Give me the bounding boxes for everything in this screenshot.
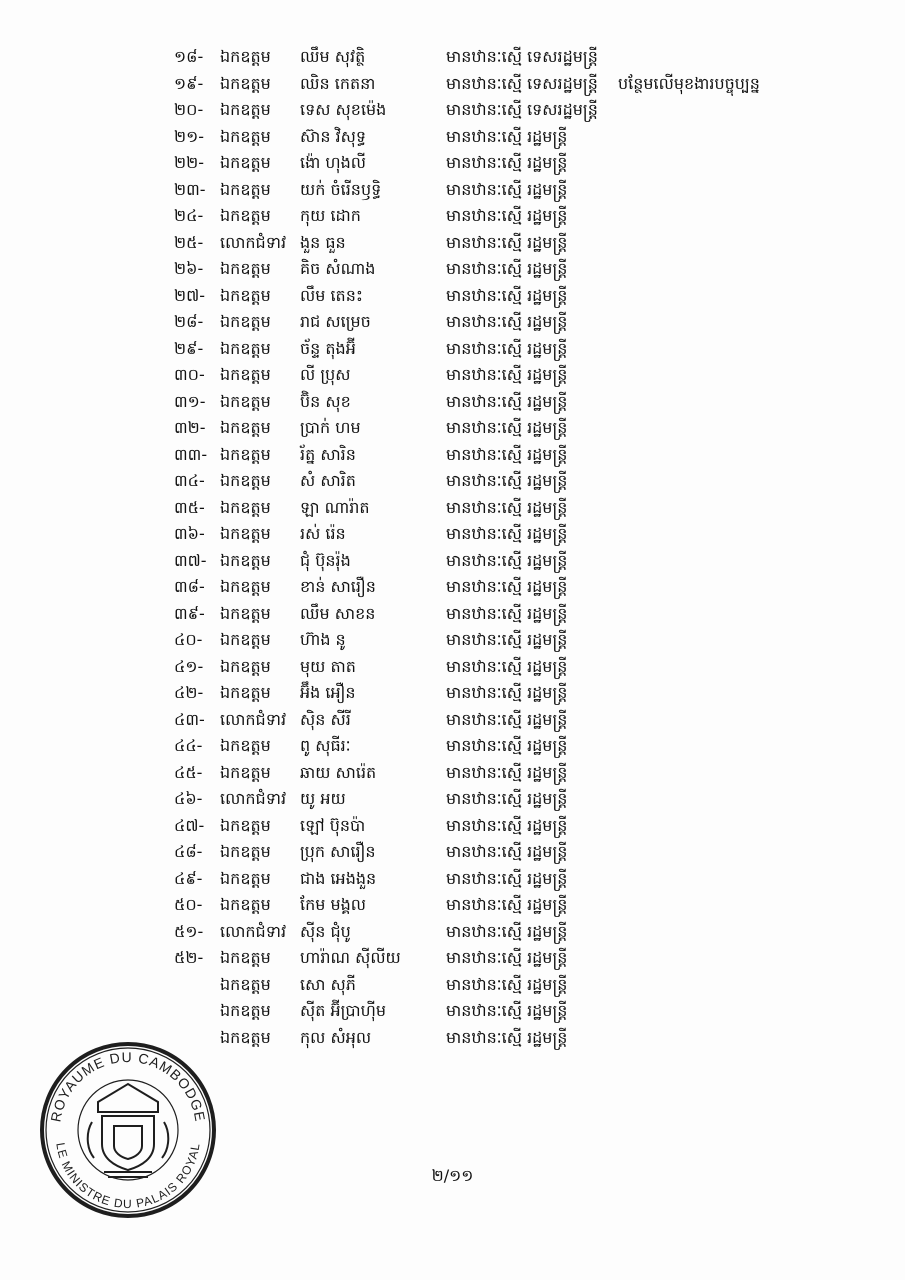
remark-note: បន្ថែមលើមុខងារបច្ចុប្បន្ន — [618, 73, 760, 93]
entry-number: ២០- — [174, 100, 204, 119]
rank-position: មានឋានៈស្មើ ទេសរដ្ឋមន្ត្រី — [446, 73, 598, 93]
list-item — [150, 150, 870, 177]
entry-number: ៤៥- — [174, 762, 203, 782]
page-number: ២/១១ — [431, 1166, 474, 1185]
honorific: ឯកឧត្តម — [220, 656, 271, 676]
honorific: ឯកឧត្តម — [220, 285, 271, 305]
rank-position: មានឋានៈស្មើ រដ្ឋមន្ត្រី — [446, 974, 568, 994]
rank-position: មានឋានៈស្មើ រដ្ឋមន្ត្រី — [446, 577, 568, 596]
list-item — [150, 892, 870, 919]
entry-number: ២៩- — [174, 338, 204, 358]
rank-position: មានឋានៈស្មើ រដ្ឋមន្ត្រី — [446, 842, 568, 861]
person-name: ស៊ិន សីរី — [300, 709, 351, 729]
honorific: ឯកឧត្តម — [220, 259, 271, 278]
list-item — [150, 680, 870, 707]
rank-position: មានឋានៈស្មើ រដ្ឋមន្ត្រី — [446, 338, 568, 358]
entry-number: ៥១- — [174, 921, 204, 941]
list-item — [150, 415, 870, 442]
rank-position: មានឋានៈស្មើ រដ្ឋមន្ត្រី — [446, 206, 568, 225]
person-name: រាជ សម្រេច — [300, 312, 371, 331]
honorific: ឯកឧត្តម — [220, 842, 271, 861]
list-item — [150, 44, 870, 71]
list-item — [150, 919, 870, 946]
rank-position: មានឋានៈស្មើ រដ្ឋមន្ត្រី — [446, 948, 568, 967]
person-name: ង៉ោ ហុងលី — [300, 153, 367, 172]
entry-number: ៥២- — [174, 948, 204, 967]
rank-position: មានឋានៈស្មើ រដ្ឋមន្ត្រី — [446, 312, 568, 331]
list-item — [150, 336, 870, 363]
honorific: ឯកឧត្តម — [220, 815, 271, 835]
honorific: ឯកឧត្តម — [220, 100, 271, 119]
rank-position: មានឋានៈស្មើ រដ្ឋមន្ត្រី — [446, 895, 568, 914]
honorific: ឯកឧត្តម — [220, 868, 271, 888]
entry-number: ១៩- — [174, 73, 204, 93]
entry-number: ៣៤- — [174, 471, 205, 490]
person-name: កែម មង្គល — [300, 895, 367, 914]
honorific: ឯកឧត្តម — [220, 73, 271, 93]
list-item — [150, 283, 870, 310]
rank-position: មានឋានៈស្មើ រដ្ឋមន្ត្រី — [446, 524, 568, 543]
rank-position: មានឋានៈស្មើ រដ្ឋមន្ត្រី — [446, 391, 568, 411]
person-name: ប្រាក់ ហម — [300, 418, 361, 437]
entry-number: ៣៦- — [174, 524, 205, 543]
rank-position: មានឋានៈស្មើ រដ្ឋមន្ត្រី — [446, 656, 568, 676]
person-name: ឡា ណារ៉ាត — [300, 497, 370, 517]
honorific: លោកជំទាវ — [220, 232, 287, 252]
honorific: ឯកឧត្តម — [220, 444, 271, 464]
rank-position: មានឋានៈស្មើ រដ្ឋមន្ត្រី — [446, 683, 568, 702]
honorific: ឯកឧត្តម — [220, 365, 271, 384]
list-item — [150, 362, 870, 389]
list-item — [150, 389, 870, 416]
person-name: ហារ៉ាណ ស៊ីលីយ — [300, 948, 401, 967]
seal-top-text: ROYAUME DU CAMBODGE — [47, 1048, 209, 1124]
person-name: ឈឹម សុវត្ថិ — [300, 47, 366, 66]
entry-number: ៣០- — [174, 365, 205, 384]
list-item — [150, 866, 870, 893]
rank-position: មានឋានៈស្មើ ទេសរដ្ឋមន្ត្រី — [446, 100, 598, 119]
list-item — [150, 124, 870, 151]
entry-number: ៣២- — [174, 418, 206, 437]
person-name: ងួន ធួន — [300, 232, 346, 252]
person-name: ឈិន កេតនា — [300, 73, 376, 93]
person-name: ស៊ីត អ៊ីប្រាហ៊ីម — [300, 1001, 387, 1020]
honorific: លោកជំទាវ — [220, 921, 287, 941]
honorific: ឯកឧត្តម — [220, 153, 271, 172]
rank-position: មានឋានៈស្មើ រដ្ឋមន្ត្រី — [446, 762, 568, 782]
honorific: ឯកឧត្តម — [220, 418, 271, 437]
honorific: ឯកឧត្តម — [220, 524, 271, 543]
person-name: កុយ ដោក — [300, 206, 361, 225]
person-name: សោ សុភី — [300, 974, 356, 994]
entry-number: ២៨- — [174, 312, 204, 331]
list-item — [150, 256, 870, 283]
entry-number: ៤៧- — [174, 815, 205, 835]
entry-number: ៣៨- — [174, 577, 205, 596]
seal-outer-ring — [42, 1044, 214, 1216]
rank-position: មានឋានៈស្មើ រដ្ឋមន្ត្រី — [446, 789, 568, 808]
person-name: ស៊ីន ជុំបូ — [300, 921, 351, 941]
honorific: ឯកឧត្តម — [220, 974, 271, 994]
honorific: ឯកឧត្តម — [220, 338, 271, 358]
royal-seal-stamp — [38, 1040, 218, 1220]
honorific: ឯកឧត្តម — [220, 1001, 271, 1020]
person-name: ពូ សុធីរៈ — [300, 736, 351, 755]
rank-position: មានឋានៈស្មើ រដ្ឋមន្ត្រី — [446, 471, 568, 490]
person-name: សំ សារិត — [300, 471, 356, 490]
entry-number: ២៦- — [174, 259, 204, 278]
entry-number: ២៤- — [174, 206, 204, 225]
entry-number: ៤៣- — [174, 709, 205, 729]
list-item — [150, 998, 870, 1025]
rank-position: មានឋានៈស្មើ រដ្ឋមន្ត្រី — [446, 418, 568, 437]
honorific: លោកជំទាវ — [220, 789, 287, 808]
entry-number: ៤០- — [174, 630, 203, 649]
honorific: ឯកឧត្តម — [220, 126, 271, 146]
list-item — [150, 495, 870, 522]
entry-number: ២៣- — [174, 179, 206, 199]
rank-position: មានឋានៈស្មើ រដ្ឋមន្ត្រី — [446, 179, 568, 199]
entry-number: ៤៩- — [174, 868, 203, 888]
list-item — [150, 654, 870, 681]
honorific: លោកជំទាវ — [220, 709, 287, 729]
rank-position: មានឋានៈស្មើ រដ្ឋមន្ត្រី — [446, 1001, 568, 1020]
list-item — [150, 945, 870, 972]
list-item — [150, 548, 870, 575]
rank-position: មានឋានៈស្មើ រដ្ឋមន្ត្រី — [446, 153, 568, 172]
honorific: ឯកឧត្តម — [220, 312, 271, 331]
rank-position: មានឋានៈស្មើ រដ្ឋមន្ត្រី — [446, 815, 568, 835]
entry-number: ៣៩- — [174, 603, 205, 623]
honorific: ឯកឧត្តម — [220, 683, 271, 702]
list-item — [150, 468, 870, 495]
person-name: ជាង អេងងួន — [300, 868, 377, 888]
rank-position: មានឋានៈស្មើ រដ្ឋមន្ត្រី — [446, 603, 568, 623]
person-name: កុល សំអុល — [300, 1027, 372, 1047]
rank-position: មានឋានៈស្មើ រដ្ឋមន្ត្រី — [446, 1027, 568, 1047]
list-item — [150, 97, 870, 124]
entry-number: ៤១- — [174, 656, 204, 676]
list-item — [150, 601, 870, 628]
person-name: យូ អយ — [300, 789, 346, 808]
honorific: ឯកឧត្តម — [220, 1027, 271, 1047]
person-name: ឡៅ ប៊ុនប៉ា — [300, 815, 366, 835]
list-item — [150, 230, 870, 257]
honorific: ឯកឧត្តម — [220, 762, 271, 782]
rank-position: មានឋានៈស្មើ ទេសរដ្ឋមន្ត្រី — [446, 47, 598, 66]
list-item — [150, 813, 870, 840]
list-item — [150, 733, 870, 760]
person-name: ច័ន្ទ តុងអ៊ី — [300, 338, 356, 358]
list-item — [150, 177, 870, 204]
person-name: ទេស សុខម៉េង — [300, 100, 387, 119]
person-name: ខាន់ សារឿន — [300, 577, 376, 596]
rank-position: មានឋានៈស្មើ រដ្ឋមន្ត្រី — [446, 630, 568, 649]
rank-position: មានឋានៈស្មើ រដ្ឋមន្ត្រី — [446, 550, 568, 570]
list-item — [150, 203, 870, 230]
seal-bottom-text: LE MINISTRE DU PALAIS ROYAL — [53, 1141, 203, 1212]
list-item — [150, 71, 870, 98]
list-item — [150, 442, 870, 469]
honorific: ឯកឧត្តម — [220, 895, 271, 914]
person-name: រ័ត្ន សារិន — [300, 444, 356, 464]
rank-position: មានឋានៈស្មើ រដ្ឋមន្ត្រី — [446, 736, 568, 755]
royal-arms-icon — [88, 1084, 169, 1177]
seal-emblem-ring — [78, 1080, 178, 1180]
person-name: អ៊ឹង អឿន — [300, 683, 356, 702]
rank-position: មានឋានៈស្មើ រដ្ឋមន្ត្រី — [446, 259, 568, 278]
person-name: ប៊ិន សុខ — [300, 391, 351, 411]
entry-number: ៤៤- — [174, 736, 203, 755]
list-item — [150, 786, 870, 813]
rank-position: មានឋានៈស្មើ រដ្ឋមន្ត្រី — [446, 444, 568, 464]
rank-position: មានឋានៈស្មើ រដ្ឋមន្ត្រី — [446, 285, 568, 305]
honorific: ឯកឧត្តម — [220, 497, 271, 517]
entry-number: ៤៨- — [174, 842, 203, 861]
list-item — [150, 521, 870, 548]
list-item — [150, 972, 870, 999]
honorific: ឯកឧត្តម — [220, 471, 271, 490]
honorific: ឯកឧត្តម — [220, 550, 271, 570]
entry-number: ២៧- — [174, 285, 206, 305]
honorific: ឯកឧត្តម — [220, 391, 271, 411]
entry-number: ២៥- — [174, 232, 204, 252]
entry-number: ៤៦- — [174, 789, 203, 808]
entry-number: ៥០- — [174, 895, 203, 914]
honorific: ឯកឧត្តម — [220, 948, 271, 967]
person-name: ហ៊ាង នូ — [300, 630, 346, 649]
entry-number: ២២- — [174, 153, 204, 172]
honorific: ឯកឧត្តម — [220, 577, 271, 596]
entry-number: ៣៣- — [174, 444, 208, 464]
rank-position: មានឋានៈស្មើ រដ្ឋមន្ត្រី — [446, 497, 568, 517]
list-item — [150, 707, 870, 734]
entry-number: ៣១- — [174, 391, 206, 411]
list-item — [150, 839, 870, 866]
entry-number: ៤២- — [174, 683, 204, 702]
person-name: ប្រុក សារឿន — [300, 842, 376, 861]
rank-position: មានឋានៈស្មើ រដ្ឋមន្ត្រី — [446, 232, 568, 252]
person-name: ស៊ាន វិសុទ្ធ — [300, 126, 367, 146]
entry-number: ៣៥- — [174, 497, 205, 517]
person-name: យក់ ចំរើនឫទ្ធិ — [300, 179, 382, 199]
person-name: គិច សំណាង — [300, 259, 376, 278]
rank-position: មានឋានៈស្មើ រដ្ឋមន្ត្រី — [446, 921, 568, 941]
list-item — [150, 309, 870, 336]
rank-position: មានឋានៈស្មើ រដ្ឋមន្ត្រី — [446, 365, 568, 384]
list-item — [150, 627, 870, 654]
honorific: ឯកឧត្តម — [220, 603, 271, 623]
honorific: ឯកឧត្តម — [220, 47, 271, 66]
person-name: ជុំ ប៊ុនរ៉ុង — [300, 550, 351, 570]
list-item — [150, 574, 870, 601]
entry-number: ២១- — [174, 126, 204, 146]
honorific: ឯកឧត្តម — [220, 736, 271, 755]
seal-inner-ring — [46, 1048, 210, 1212]
person-name: លី ប្រុស — [300, 365, 351, 384]
person-name: ឈឹម សាខន — [300, 603, 376, 623]
person-name: លឹម តេនះ — [300, 285, 363, 305]
rank-position: មានឋានៈស្មើ រដ្ឋមន្ត្រី — [446, 126, 568, 146]
person-name: ឆាយ សារ៉េត — [300, 762, 377, 782]
person-name: មុយ តាត — [300, 656, 356, 676]
person-name: រស់ រ៉េន — [300, 524, 346, 543]
honorific: ឯកឧត្តម — [220, 206, 271, 225]
rank-position: មានឋានៈស្មើ រដ្ឋមន្ត្រី — [446, 868, 568, 888]
honorific: ឯកឧត្តម — [220, 179, 271, 199]
entry-number: ៣៧- — [174, 550, 207, 570]
rank-position: មានឋានៈស្មើ រដ្ឋមន្ត្រី — [446, 709, 568, 729]
entry-number: ១៨- — [174, 47, 204, 66]
honorific: ឯកឧត្តម — [220, 630, 271, 649]
list-item — [150, 1025, 870, 1052]
appointment-list — [150, 44, 870, 1051]
list-item — [150, 760, 870, 787]
